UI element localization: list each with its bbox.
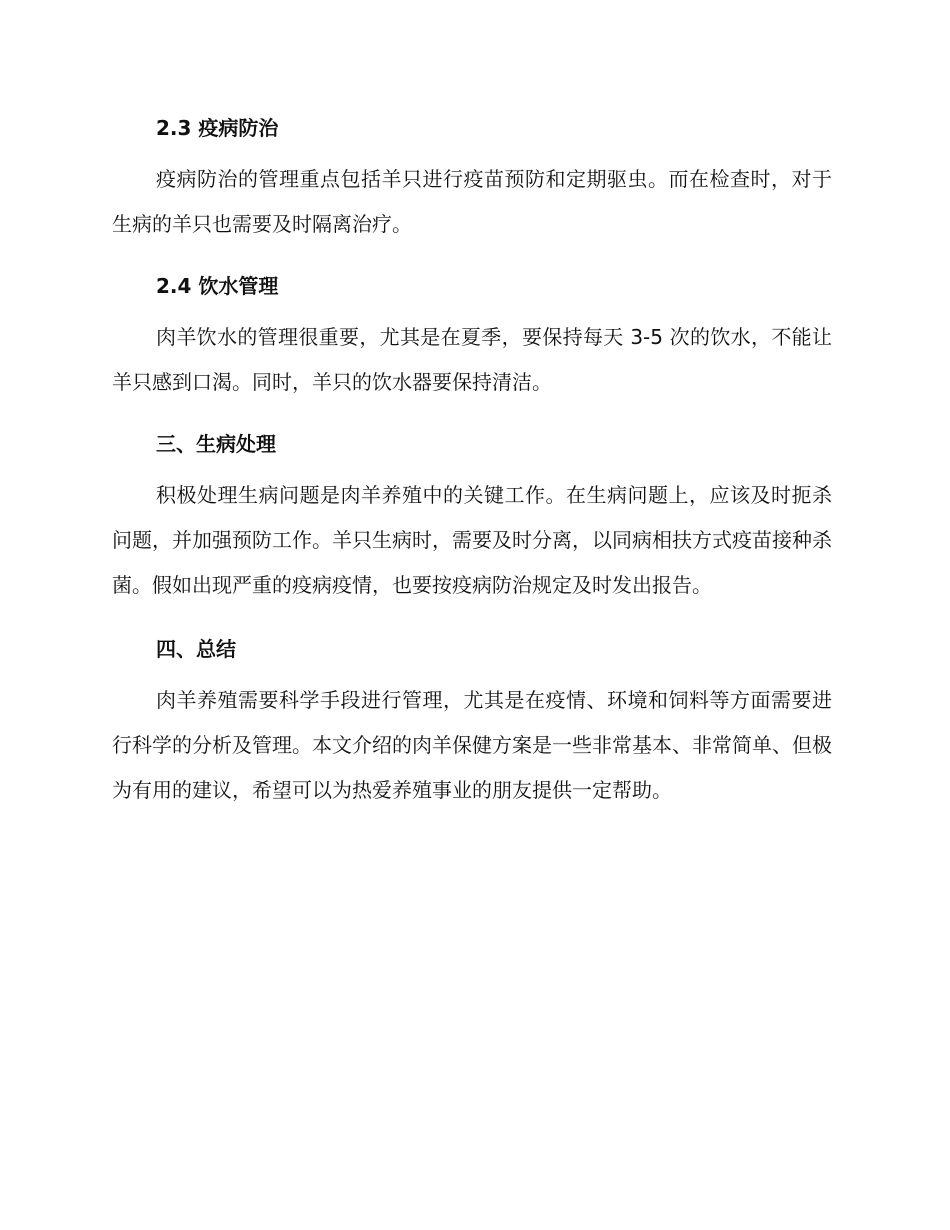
- section-heading-disease-prevention: 2.3 疫病防治: [156, 116, 279, 140]
- section-paragraph-summary: 肉羊养殖需要科学手段进行管理，尤其是在疫情、环境和饲料等方面需要进行科学的分析及管理。本文介绍的肉羊保健方案是一些非常基本、非常简单、但极为有用的建议，希望可以为热爱养殖事业的朋友提供一定帮助。: [112, 688, 832, 802]
- section-paragraph-water-management: 肉羊饮水的管理很重要，尤其是在夏季，要保持每天 3-5 次的饮水，不能让羊只感到口渴。同时，羊只的饮水器要保持清洁。: [112, 325, 832, 394]
- section-paragraph-illness-handling: 积极处理生病问题是肉羊养殖中的关键工作。在生病问题上，应该及时扼杀问题，并加强预防工作。羊只生病时，需要及时分离，以同病相扶方式疫苗接种杀菌。假如出现严重的疫病疫情，也要按疫病防治规定及时发出报告。: [112, 483, 832, 597]
- document-body: [112, 113, 832, 813]
- section-heading-summary: 四、总结: [156, 637, 236, 661]
- section-paragraph-disease-prevention: 疫病防治的管理重点包括羊只进行疫苗预防和定期驱虫。而在检查时，对于生病的羊只也需要及时隔离治疗。: [112, 167, 832, 236]
- section-heading-water-management: 2.4 饮水管理: [156, 274, 279, 298]
- section-heading-illness-handling: 三、生病处理: [156, 432, 276, 456]
